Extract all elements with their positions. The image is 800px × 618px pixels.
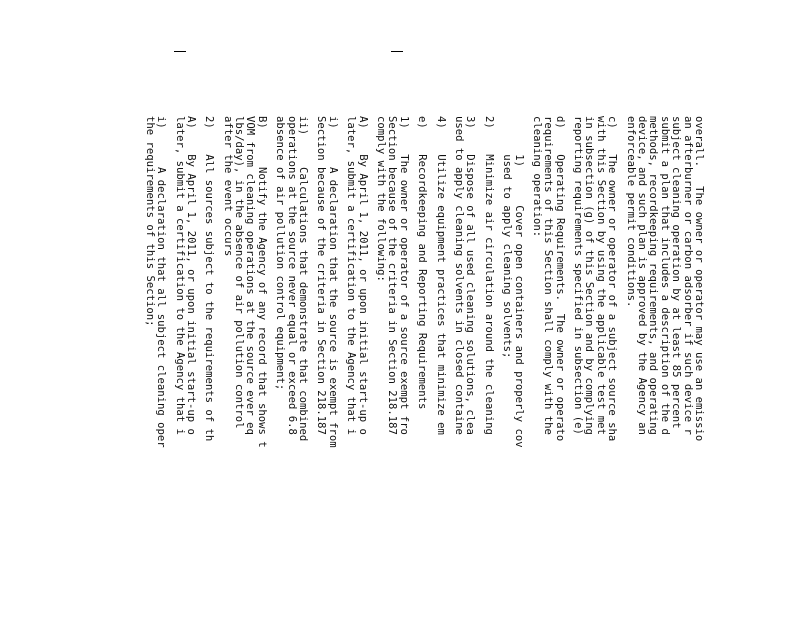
text-line: 1) The owner or operator of a source exempt fro: [397, 116, 410, 435]
paragraph-gap: [196, 116, 203, 602]
text-line: Section because of the criteria in Section 218.187: [315, 116, 328, 435]
text-line: after the event occurs: [221, 116, 234, 257]
paragraph-gap: [166, 116, 173, 602]
text-line: d) Operating Requirements. The owner or operato: [553, 116, 566, 442]
paragraph-gap: [446, 116, 453, 602]
text-line: operations at the source never equal or exceed 6.8: [285, 116, 298, 435]
paragraph-gap: [524, 116, 531, 602]
text-line: Section because of the criteria in Section 218.187: [386, 116, 399, 435]
paragraph-gap: [494, 116, 501, 602]
text-line: overall. The owner or operator may use an emissio: [693, 116, 705, 442]
text-line: lbs/day), in the absence of air pollution control: [233, 116, 246, 429]
paragraph-gap: [427, 116, 434, 602]
text-line: enforceable permit conditions.: [624, 116, 637, 308]
text-line: comply with the following:: [375, 116, 388, 282]
text-line: used to apply cleaning solvents;: [501, 116, 514, 359]
document-body: [143, 116, 704, 602]
paragraph-gap: [308, 116, 315, 602]
text-line: subject cleaning operation by at least 85 percent: [670, 116, 683, 429]
text-line: submit a plan that includes a description of the d: [658, 116, 671, 435]
text-line: an afterburner or carbon adsorber if such device r: [681, 116, 694, 435]
text-line: e) Recordkeeping and Reporting Requirements: [416, 116, 429, 410]
paragraph-gap: [214, 116, 221, 602]
text-line: i) A declaration that the source is exempt from: [326, 116, 339, 448]
text-line: in subsection (g) of this Section and by complying: [583, 116, 596, 435]
text-line: used to apply cleaning solvents in closed containe: [452, 116, 465, 435]
text-line: i) A declaration that all subject cleaning oper: [155, 116, 168, 448]
paragraph-gap: [617, 116, 624, 602]
text-line: with this Section by using the applicable test met: [594, 116, 607, 435]
text-line: VOM from cleaning operations at the source ever eq: [244, 116, 257, 435]
text-line: requirements of this Section shall comply with the: [542, 116, 555, 435]
text-line: methods, recordkeeping requirements, and operating: [647, 116, 660, 435]
paragraph-gap: [565, 116, 572, 602]
text-line: 2) Minimize air circulation around the cleaning: [482, 116, 495, 435]
text-line: 2) All sources subject to the requirements of th: [203, 116, 216, 442]
text-line: B) Notify the Agency of any record that shows t: [255, 116, 268, 448]
text-line: A) By April 1, 2011, or upon initial start-up o: [184, 116, 197, 435]
text-line: cleaning operation:: [530, 116, 543, 238]
text-line: reporting requirements specified in subsection (e): [572, 116, 585, 435]
text-line: A) By April 1, 2011, or upon initial start-up o: [356, 116, 369, 435]
text-line: device, and such plan is approved by the Agency an: [636, 116, 649, 435]
text-line: later, submit a certification to the Agency that i: [173, 116, 186, 435]
text-line: 3) Dispose of all used cleaning solutions, clea: [464, 116, 477, 435]
text-line: later, submit a certification to the Agency that i: [345, 116, 358, 435]
paragraph-gap: [368, 116, 375, 602]
text-line: c) The owner or operator of a subject source sha: [606, 116, 619, 442]
paragraph-gap: [338, 116, 345, 602]
paragraph-gap: [475, 116, 482, 602]
registration-mark-left: [174, 51, 186, 52]
rotated-text-block: [86, 116, 704, 602]
paragraph-gap: [267, 116, 274, 602]
text-line: absence of air pollution control equipment;: [274, 116, 287, 391]
registration-mark-right: [391, 51, 403, 52]
text-line: ii) Calculations that demonstrate that combined: [297, 116, 310, 442]
paragraph-gap: [409, 116, 416, 602]
text-line: 4) Utilize equipment practices that minimize em: [434, 116, 447, 435]
text-line: the requirements of this Section;: [143, 116, 156, 327]
text-line: 1) Cover open containers and properly cov: [512, 116, 525, 448]
